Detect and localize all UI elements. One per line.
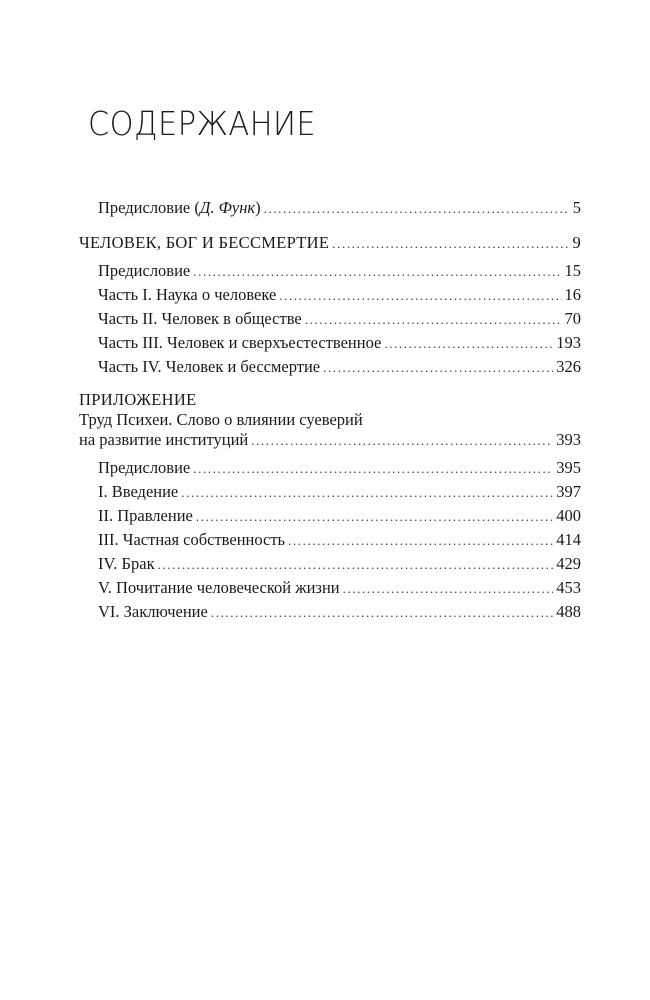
toc-entry-part1-heading[interactable]: [79, 232, 581, 255]
toc-entry[interactable]: [98, 601, 581, 624]
leader-dots: [158, 554, 554, 576]
toc-entry[interactable]: [98, 529, 581, 552]
leader-dots: [305, 309, 562, 331]
toc-entry-label: V. Почитание человеческой жизни: [98, 578, 340, 597]
toc-entry-label: на развитие институций: [79, 430, 249, 449]
toc-entry[interactable]: [98, 308, 581, 331]
toc-entry-label: Часть IV. Человек и бессмертие: [98, 357, 321, 376]
page-number: 453: [556, 578, 581, 597]
page-number: 400: [556, 506, 581, 525]
leader-dots: [288, 530, 553, 552]
page-number: 395: [556, 458, 581, 477]
page-number: 15: [564, 261, 581, 280]
appendix-work-title: Труд Психеи. Слово о влиянии суеверий: [79, 410, 363, 429]
toc-entry-label: II. Правление: [98, 506, 193, 525]
section-heading: ЧЕЛОВЕК, БОГ И БЕССМЕРТИЕ: [79, 233, 330, 252]
page-number: 393: [556, 430, 581, 449]
appendix-heading: ПРИЛОЖЕНИЕ: [79, 390, 197, 409]
page-number: 16: [564, 285, 581, 304]
leader-dots: [181, 482, 553, 504]
page-number: 326: [556, 357, 581, 376]
toc-entry[interactable]: [98, 260, 581, 283]
leader-dots: [343, 578, 554, 600]
page-number: 488: [556, 602, 581, 621]
leader-dots: [193, 458, 553, 480]
toc-entry-label: VI. Заключение: [98, 602, 208, 621]
toc-entry[interactable]: [98, 457, 581, 480]
toc-entry-label: Предисловие: [98, 458, 191, 477]
leader-dots: [332, 233, 569, 255]
toc-entry[interactable]: [98, 481, 581, 504]
author-name: Д. Функ: [199, 198, 256, 217]
toc-entry-label: Часть III. Человек и сверхъестественное: [98, 333, 382, 352]
page-number: 429: [556, 554, 581, 573]
leader-dots: [323, 357, 553, 379]
leader-dots: [384, 333, 553, 355]
page-number: 5: [572, 198, 581, 217]
toc-entry-appendix-work[interactable]: [79, 429, 581, 452]
toc-entry[interactable]: [98, 356, 581, 379]
page-number: 9: [572, 233, 581, 252]
toc-entry[interactable]: [98, 505, 581, 528]
toc-entry-label: Часть II. Человек в обществе: [98, 309, 302, 328]
toc-entry[interactable]: [98, 332, 581, 355]
toc-entry-label: IV. Брак: [98, 554, 155, 573]
toc-entry[interactable]: [98, 284, 581, 307]
toc-entry-label: Предисловие: [98, 261, 191, 280]
page-number: 397: [556, 482, 581, 501]
toc-entry-intro[interactable]: [98, 197, 581, 220]
leader-dots: [193, 261, 561, 283]
leader-dots: [251, 430, 553, 452]
toc-entry[interactable]: [98, 577, 581, 600]
toc-entry-label: I. Введение: [98, 482, 179, 501]
leader-dots: [264, 198, 570, 220]
toc-entry-label: Часть I. Наука о человеке: [98, 285, 277, 304]
leader-dots: [279, 285, 561, 307]
page-title: СОДЕРЖАНИЕ: [88, 104, 317, 143]
page-number: 193: [556, 333, 581, 352]
toc-entry[interactable]: [98, 553, 581, 576]
page-number: 70: [564, 309, 581, 328]
leader-dots: [196, 506, 553, 528]
leader-dots: [211, 602, 553, 624]
toc-entry-label: III. Частная собственность: [98, 530, 286, 549]
page-number: 414: [556, 530, 581, 549]
toc-entry-label: Предисловие (Д. Функ): [98, 198, 261, 217]
